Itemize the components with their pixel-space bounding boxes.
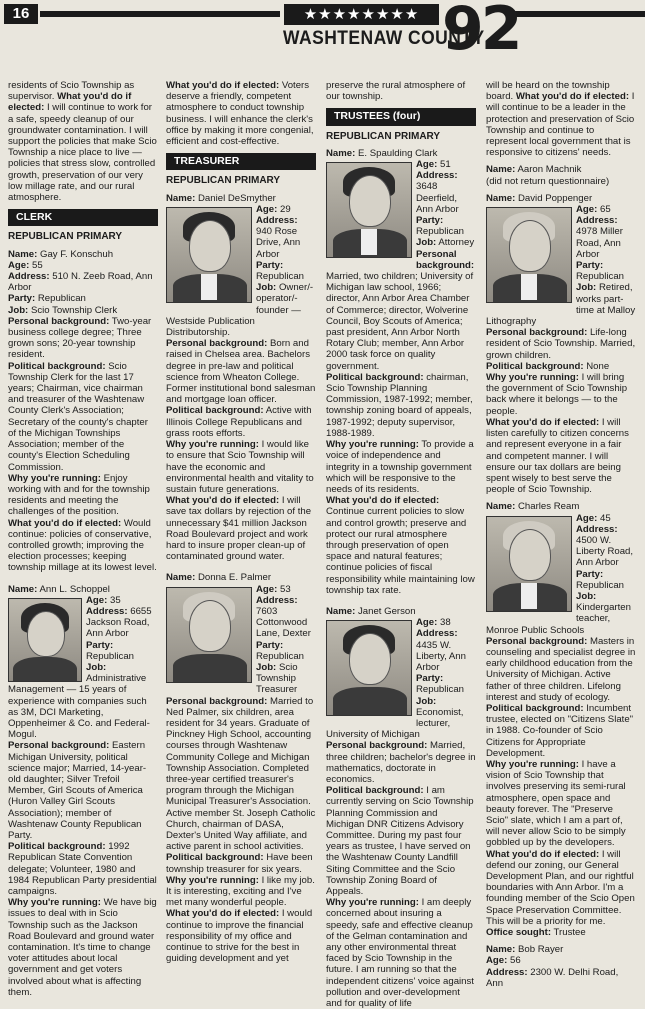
column-2 — [166, 80, 316, 964]
candidate-name: E. Spaulding Clark — [358, 147, 438, 159]
candidate-photo — [166, 207, 252, 303]
year-logo: 92 — [442, 0, 520, 64]
candidate-name: David Poppenger — [518, 192, 593, 204]
intro-text: What you'd do if elected: Voters deserve a friendly, competent atmosphere to conduct township business. I will enhance the clerk's office by making it more congenial, efficient and cost-effective. — [166, 80, 314, 148]
candidate-name: Daniel DeSmyther — [198, 192, 276, 204]
candidate-machnik: Name: Aaron Machnik (did not return questionnaire) — [486, 164, 610, 187]
section-band-clerk: CLERK — [8, 209, 158, 226]
page-number: 16 — [4, 4, 38, 24]
candidate-ream: Name: Charles Ream Age: 45 Address: 4500 W. Liberty Road, Ann Arbor Party: Republican Job: Kindergarten teacher, Monroe Public Schools Personal background: Masters in counseling and specialist degree in early childhood education from the University of Michigan. Active father of three children. Lifelong interest and study of ecology. Political background: Incumbent trustee, elected on "Citizens Slate" in 1988. Co-founder of Scio Citizens for Appropriate Development. Why you're running: I have a vision of Scio Township that involves preserving its semi-rural atmosphere, open space and beauty forever. The "Preserve Scio" slate, which I am a part of, will never allow Scio to be simply gobbled up by the developers. What you'd do if elected: I will defend our zoning, our General Development Plan, and our rightful boundaries with Ann Arbor. I'm a founding member of the Scio Open Space Preservation Committee. This will be a priority for me. Office sought: Trustee — [486, 501, 636, 939]
candidate-photo — [486, 207, 572, 303]
candidate-poppenger: Name: David Poppenger Age: 65 Address: 4978 Miller Road, Ann Arbor Party: Republican Job: Retired, works part-time at Malloy Lithography Personal background: Life-long resident of Scio Township. Married, grown children. Political background: None Why you're running: I will bring the government of Scio Township back where it belongs — to the people. What you'd do if elected: I will listen carefully to citizen concerns and represent everyone in a fair and competent manner. I will ensure our tax dollars are being spent wisely to best serve the people of Scio Township. — [486, 192, 636, 496]
section-band-trustees: TRUSTEES (four) — [326, 108, 476, 125]
candidate-desmyther: Name: Daniel DeSmyther Age: 29 Address: 940 Rose Drive, Ann Arbor Party: Republican Job: Owner/-operator/-founder — Westside Publication Distributorship. Personal background: Born and raised in Chelsea area. Bachelors degree in pre-law and political science from Wheaton College. Former institutional bond salesman and mortgage loan officer. Political background: Active with Illinois College Republicans and grass roots efforts. Why you're running: I would like to ensure that Scio Township will have the economic and environmental health and vitality to sustain future generations. What you'd do if elected: I will save tax dollars by rejection of the unnecessary $41 million Jackson Road Boulevard project and work hard to insure proper clean-up of contaminated ground water. — [166, 192, 316, 563]
candidate-photo — [326, 162, 412, 258]
header-rule-left — [40, 11, 280, 17]
candidate-name: Donna E. Palmer — [198, 572, 272, 584]
candidate-name: Aaron Machnik — [517, 164, 582, 176]
candidate-clark: Name: E. Spaulding Clark Age: 51 Address: 3648 Deerfield, Ann Arbor Party: Republican Job: Attorney Personal background: Married, two children; University of Michigan law school, 1966; director, Ann Arbor Area Chamber of Commerce; director, Wolverine Council, Boy Scouts of America; past president, Ann Arbor North Rotary Club; member, Ann Arbor 2000 task force on quality government. Political background: chairman, Scio Township Planning Commission, 1987-1992; member, township zoning board of appeals, 1987-1992; deputy supervisor, 1988-1989. Why you're running: To provide a voice of independence and integrity in a township government which will be responsive to the needs of its residents. What you'd do if elected: Continue current policies to slow and control growth; preserve and protect our rural atmosphere through preservation of open space and natural features; continue policies of fiscal responsibility while maintaining low township tax rate. — [326, 147, 475, 596]
candidate-photo — [166, 587, 252, 683]
candidate-name: Gay F. Konschuh — [40, 248, 114, 260]
candidate-name: Bob Rayer — [518, 944, 564, 956]
header-rule-right — [510, 11, 645, 17]
intro-text: preserve the rural atmosphere of our township. — [326, 80, 466, 103]
candidate-name: Charles Ream — [518, 501, 580, 513]
column-1 — [8, 80, 158, 998]
section-band-treasurer: TREASURER — [166, 153, 316, 170]
candidate-gerson: Name: Janet Gerson Age: 38 Address: 4435 W. Liberty, Ann Arbor Party: Republican Job: Economist, lecturer, University of Michigan Personal background: Married, three children; bachelor's degree in mathematics, doctorate in economics. Political background: I am currently serving on Scio Township Planning Commission and Michigan DNR Citizens Advisory Committee. During my past four years as trustee, I have served on the Washtenaw County Landfill Siting Committee and the Scio Township Zoning Board of Appeals. Why you're running: I am deeply concerned about insuring a speedy, safe and effective cleanup of the Gelman contamination and any other environmental threat faced by Scio Township in the future. I am running so that the independent citizens' voice against pollution and over-development and for quality of life — [326, 605, 476, 1009]
candidate-schoppel: Name: Ann L. Schoppel Age: 35 Address: 6655 Jackson Road, Ann Arbor Party: Republican Job: Administrative Management — 15 years of experience with companies such as 3M, DCI Marketing, Oppenheimer & Co. and Federal-Mogul. Personal background: Eastern Michigan University, political science major; Married, 14-year-old daughter; Silver Trefoil Member, Girl Scouts of America (Huron Valley Girl Scouts Association); member of Washtenaw County Republican Party. Political background: 1992 Republican State Convention delegate; Volunteer, 1980 and 1984 Republican Party presidential campaigns. Why you're running: We have big issues to deal with in Scio Township such as the Jackson Road Boulevard and ground water contamination. It's time to change voter attitudes about local government and get voters involved about what is affecting them. — [8, 583, 157, 998]
column-3 — [326, 80, 476, 1009]
primary-label: REPUBLICAN PRIMARY — [166, 175, 281, 187]
intro-text: will be heard on the township board. What you'd do if elected: I will continue to be a leader in the protection and preservation of Scio Township and continue to represent local government that is responsive to citizens' needs. — [486, 80, 635, 159]
intro-text: residents of Scio Township as supervisor. What you'd do if elected: I will continue to work for a safe, speedy cleanup of our groundwater contamination. I will support the policies that make Scio Township a nice place to live — policies that stress slow, controlled growth, preservation of our very low millage rate, and our rural atmosphere. — [8, 80, 157, 204]
candidate-name: Ann L. Schoppel — [39, 583, 110, 595]
candidate-palmer: Name: Donna E. Palmer Age: 53 Address: 7603 Cottonwood Lane, Dexter Party: Republican Job: Scio Township Treasurer Personal background: Married to Ned Palmer, six children, area resident for 34 years. Graduate of Pinckney High School, accounting courses through Washtenaw Community College and Michigan Township Association. Completed three-year certified treasurer's program through the Michigan Municipal Treasurer's Association. Active member St. Joseph Catholic Church, chairman of DASA, Dexter's United Way affiliate, and active parent in school activities. Political background: Have been township treasurer for six years. Why you're running: I like my job. It is interesting, exciting and I've met many wonderful people. What you'd do if elected: I would continue to improve the financial responsibility of my office and continue to strive for the best in guiding development and yet — [166, 572, 316, 965]
primary-label: REPUBLICAN PRIMARY — [326, 130, 441, 142]
candidate-konschuh: Name: Gay F. Konschuh Age: 55 Address: 510 N. Zeeb Road, Ann Arbor Party: Republican Job: Scio Township Clerk Personal background: Two-year business college degree; Three grown sons; 20-year township resident. Political background: Scio Township Clerk for the last 17 years; Chairman, vice chairman and treasurer of the Washtenaw County Clerk's Association; Secretary of the county's chapter of the Michigan Townships Association; member of the county's Election Scheduling Commission. Why you're running: Enjoy working with and for the township residents and meeting the challenges of the position. What you'd do if elected: Would continue: policies of conservative, controlled growth; improving the election processes; keeping township millage at its lowest level. — [8, 248, 157, 574]
stars-banner: ★★★★★★★★ — [284, 4, 439, 25]
candidate-name: Janet Gerson — [358, 605, 416, 617]
primary-label: REPUBLICAN PRIMARY — [8, 231, 123, 243]
candidate-rayer: Name: Bob Rayer Age: 56 Address: 2300 W. Delhi Road, Ann — [486, 944, 619, 989]
candidate-photo — [8, 598, 82, 682]
section-title: WASHTENAW COUNTY — [283, 28, 485, 49]
candidate-photo — [326, 620, 412, 716]
candidate-photo — [486, 516, 572, 612]
page-header — [0, 0, 645, 80]
column-4 — [486, 80, 637, 989]
